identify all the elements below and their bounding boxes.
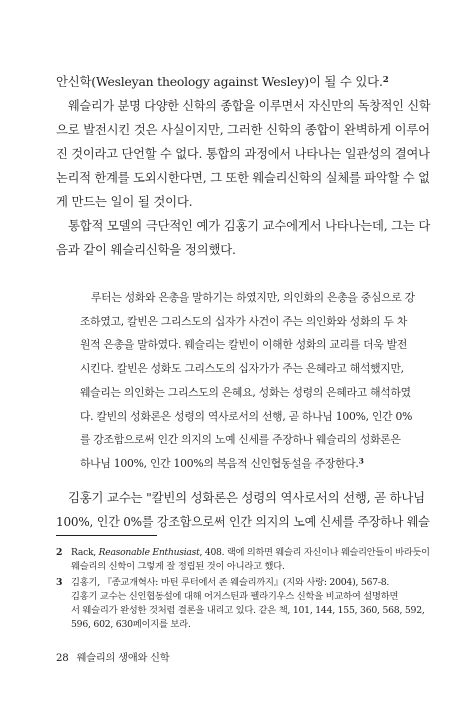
running-title: 웨슬리의 생애와 신학 <box>76 653 170 664</box>
footnote-separator <box>56 535 157 536</box>
block-quote-text: 하나님 100%, 인간 100%의 복음적 신인협동설을 주장한다. <box>80 457 359 470</box>
footnote-line: 김홍기 교수는 신인협동설에 대해 어거스틴과 펠라기우스 신학을 비교하여 설명하면 <box>71 591 399 602</box>
page-footer <box>56 652 169 665</box>
footnote-number: 2 <box>56 547 63 558</box>
footnote-number: 3 <box>56 577 63 588</box>
footnote-line: 김홍기, 『종교개혁사: 마틴 루터에서 존 웨슬리까지』(지와 사랑: 2004), 567-8. <box>71 577 390 588</box>
body-text-line: 100%, 인간 0%를 강조함으로써 인간 의지의 노예 신세를 주장하나 웨슬 <box>56 514 430 529</box>
block-quote-line <box>80 457 364 471</box>
footnote-reference[interactable]: 3 <box>358 456 364 466</box>
body-text-line <box>56 74 389 90</box>
footnote-author: Rack, <box>71 547 99 558</box>
body-text-line: 웨슬리가 분명 다양한 신학의 종합을 이루면서 자신만의 독창적인 신학 <box>68 98 431 113</box>
footnote-book-title: Reasonable Enthusiast <box>98 547 200 558</box>
body-text: 안신학(Wesleyan theology against Wesley)이 될 수 있다. <box>56 74 383 89</box>
body-text-line: 김홍기 교수는 "칼빈의 성화론은 성령의 역사로서의 선행, 곧 하나님 <box>68 490 425 505</box>
footnote-reference[interactable]: 2 <box>382 75 389 86</box>
body-text-line: 진 것이라고 단언할 수 없다. 통합의 과정에서 나타나는 일관성의 결여나 <box>56 146 430 161</box>
footnote-line: 웨슬리의 신학이 그렇게 잘 정립된 것이 아니라고 했다. <box>71 561 285 572</box>
block-quote-line: 루터는 성화와 은총을 말하기는 하였지만, 의인화의 은총을 중심으로 강 <box>91 291 415 304</box>
body-text-line: 통합적 모델의 극단적인 예가 김홍기 교수에게서 나타나는데, 그는 다 <box>68 218 431 233</box>
footnote-line <box>71 547 430 559</box>
block-quote-line: 를 강조함으로써 인간 의지의 노예 신세를 주장하나 웨슬리의 성화론은 <box>80 433 401 446</box>
block-quote-line: 웨슬리는 의인화는 그리스도의 은혜요, 성화는 성령의 은혜라고 해석하였 <box>80 386 411 399</box>
page-number: 28 <box>56 653 69 664</box>
block-quote-line: 시킨다. 칼빈은 성화도 그리스도의 십자가가 주는 은혜라고 해석했지만, <box>80 362 404 375</box>
block-quote-line: 다. 칼빈의 성화론은 성령의 역사로서의 선행, 곧 하나님 100%, 인간 0% <box>80 410 413 423</box>
body-text-line: 으로 발전시킨 것은 사실이지만, 그러한 신학의 종합이 완벽하게 이루어 <box>56 122 430 137</box>
body-text-line: 음과 같이 웨슬리신학을 정의했다. <box>56 242 236 257</box>
body-text-line: 논리적 한계를 도외시한다면, 그 또한 웨슬리신학의 실체를 파악할 수 없 <box>56 170 430 185</box>
footnote-text: , 408. 랙에 의하면 웨슬리 자신이나 웨슬리안들이 바라듯이 <box>199 547 430 558</box>
footnote-line: 서 웨슬리가 완성한 것처럼 결론을 내리고 있다. 같은 책, 101, 144, 155, 360, 568, 592, <box>71 605 425 616</box>
body-text-line: 게 만드는 일이 될 것이다. <box>56 194 193 209</box>
block-quote-line: 원적 은총을 말하였다. 웨슬리는 칼빈이 이해한 성화의 교리를 더욱 발전 <box>80 338 408 351</box>
block-quote-line: 조하였고, 칼빈은 그리스도의 십자가 사건이 주는 의인화와 성화의 두 차 <box>80 315 408 328</box>
footnote-line: 596, 602, 630페이지를 보라. <box>71 619 191 630</box>
